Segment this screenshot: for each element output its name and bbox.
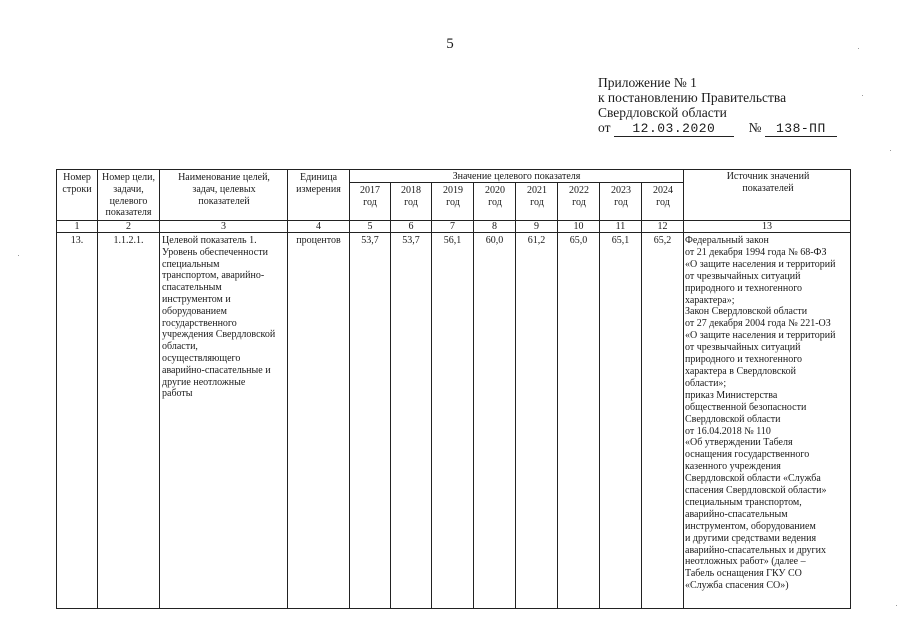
column-number-2: 2 <box>126 221 131 232</box>
header-source: Источник значений показателей <box>726 171 810 194</box>
value-2022: 65,0 <box>569 235 588 246</box>
source-cell <box>685 235 851 592</box>
indicator-name-line: другие неотложные <box>162 376 246 388</box>
source-line: характера»; <box>685 294 735 306</box>
appendix-region: Свердловской области <box>598 105 727 120</box>
column-number-12: 12 <box>657 221 668 232</box>
row-number-cell: 13. <box>70 235 84 246</box>
value-2018: 53,7 <box>402 235 420 246</box>
source-line: от 21 декабря 1994 года № 68-ФЗ <box>685 246 827 258</box>
column-number-9: 9 <box>534 221 539 232</box>
source-line: спасения Свердловской области» <box>685 485 827 497</box>
column-number-8: 8 <box>492 221 497 232</box>
indicator-table <box>56 169 851 609</box>
source-line: от 16.04.2018 № 110 <box>685 425 771 437</box>
column-number-4: 4 <box>316 221 321 232</box>
value-2019: 56,1 <box>443 235 462 246</box>
source-line: Табель оснащения ГКУ СО <box>685 568 802 580</box>
value-2021: 61,2 <box>527 235 546 246</box>
header-year-2020: 2020 год <box>485 185 505 208</box>
indicator-name-line: оборудованием <box>162 305 227 317</box>
date-prefix: от <box>598 120 611 135</box>
source-line: «Об утверждении Табеля <box>685 437 793 449</box>
source-line: «Служба спасения СО») <box>685 580 789 592</box>
source-line: общественной безопасности <box>685 401 807 413</box>
indicator-name-line: области, <box>162 341 198 353</box>
source-line: характера в Свердловской <box>685 365 796 377</box>
indicator-name-line: специальным <box>162 258 220 270</box>
source-line: от чрезвычайных ситуаций <box>685 342 801 354</box>
source-line: аварийно-спасательных и других <box>685 544 827 556</box>
source-line: специальным транспортом, <box>685 496 802 508</box>
unit-cell: процентов <box>296 235 341 246</box>
source-line: оснащения государственного <box>685 449 810 461</box>
source-line: и другими средствами ведения <box>685 532 817 544</box>
source-line: природного и техногенного <box>685 354 803 366</box>
appendix-header <box>598 75 837 137</box>
indicator-name-line: учреждения Свердловской <box>162 329 276 341</box>
indicator-name-line: осуществляющего <box>162 352 241 364</box>
column-number-3: 3 <box>221 221 226 232</box>
column-number-10: 10 <box>573 221 584 232</box>
indicator-name-line: работы <box>162 388 193 400</box>
header-year-2018: 2018 год <box>401 185 421 208</box>
appendix-date-line <box>598 120 837 137</box>
source-line: Федеральный закон <box>685 235 769 246</box>
column-number-6: 6 <box>408 221 414 232</box>
header-year-2023: 2023 год <box>611 185 631 208</box>
appendix-title: Приложение № 1 <box>598 75 697 90</box>
value-2020: 60,0 <box>485 235 504 246</box>
indicator-name-cell <box>162 235 287 400</box>
header-year-2017: 2017 год <box>360 185 380 208</box>
indicator-name-line: транспортом, аварийно- <box>162 270 265 282</box>
source-line: «О защите населения и территорий <box>685 330 836 342</box>
header-name: Наименование целей, задач, целевых показателей <box>178 172 270 207</box>
source-line: Закон Свердловской области <box>685 306 808 318</box>
header-value-group: Значение целевого показателя <box>452 171 581 182</box>
source-line: от чрезвычайных ситуаций <box>685 270 801 282</box>
appendix-resolution: к постановлению Правительства <box>598 90 787 105</box>
resolution-number: 138-ПП <box>765 121 837 137</box>
source-line: природного и техногенного <box>685 282 803 294</box>
column-number-11: 11 <box>615 221 626 232</box>
source-line: области»; <box>685 377 727 389</box>
page-number: 5 <box>446 36 454 52</box>
header-year-2021: 2021 год <box>527 185 547 208</box>
header-year-2019: 2019 год <box>443 185 463 208</box>
header-year-2024: 2024 год <box>653 185 673 208</box>
indicator-name-line: Уровень обеспеченности <box>162 246 268 258</box>
number-prefix: № <box>748 120 762 135</box>
column-number-7: 7 <box>450 221 455 232</box>
source-line: «О защите населения и территорий <box>685 258 836 270</box>
indicator-name-line: спасательным <box>162 282 222 294</box>
header-row-number: Номер строки <box>62 172 92 195</box>
header-unit: Единица измерения <box>296 172 341 195</box>
header-year-2022: 2022 год <box>569 185 589 208</box>
column-number-13: 13 <box>762 221 772 232</box>
source-line: аварийно-спасательным <box>685 508 788 520</box>
goal-number-cell: 1.1.2.1. <box>113 235 144 246</box>
header-goal-number: Номер цели, задачи, целевого показателя <box>102 172 155 219</box>
indicator-name-line: государственного <box>162 317 237 329</box>
source-line: инструментом, оборудованием <box>685 520 816 532</box>
source-line: от 27 декабря 2004 года № 221-ОЗ <box>685 318 831 330</box>
indicator-name-line: Целевой показатель 1. <box>162 235 257 246</box>
value-2017: 53,7 <box>361 235 379 246</box>
column-number-1: 1 <box>74 221 80 232</box>
source-line: приказ Министерства <box>685 389 778 401</box>
source-line: Свердловской области «Служба <box>685 473 821 485</box>
source-line: неотложных работ» (далее – <box>685 556 806 568</box>
indicator-name-line: инструментом и <box>162 293 231 305</box>
value-2023: 65,1 <box>611 235 630 246</box>
column-number-5: 5 <box>367 221 373 232</box>
resolution-date: 12.03.2020 <box>614 121 734 137</box>
source-line: казенного учреждения <box>685 461 781 473</box>
source-line: Свердловской области <box>685 413 781 425</box>
value-2024: 65,2 <box>653 235 672 246</box>
indicator-name-line: аварийно-спасательные и <box>162 364 271 376</box>
